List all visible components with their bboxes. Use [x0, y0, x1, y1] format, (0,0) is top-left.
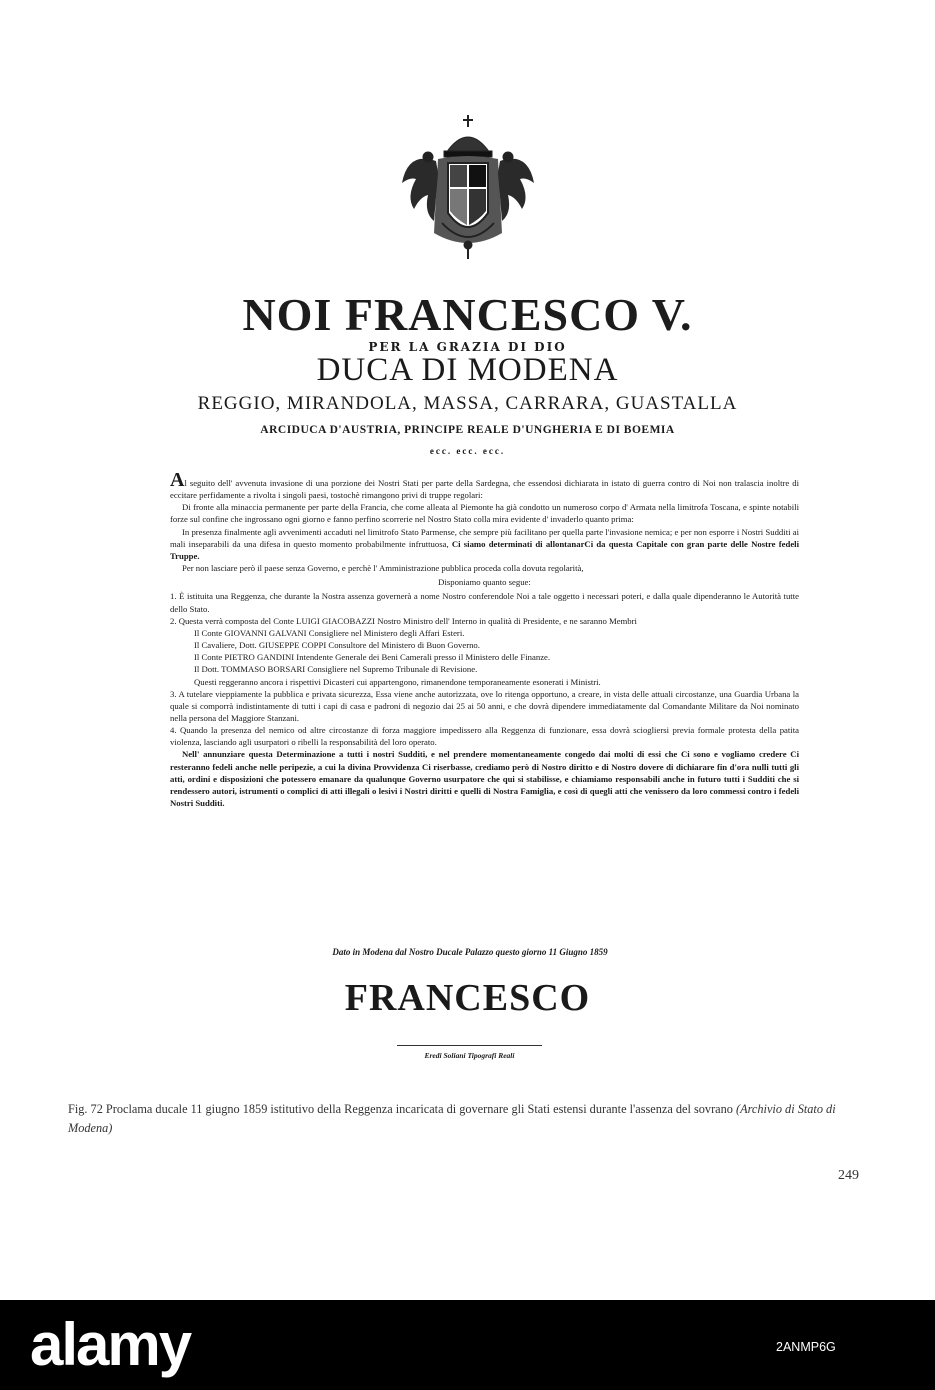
proclamation-body: [170, 469, 800, 809]
caption-text: Fig. 72 Proclama ducale 11 giugno 1859 istitutivo della Reggenza incaricata di governare gli Stati estensi durante l'assenza del sovrano: [68, 1102, 736, 1116]
grace-of-god-line: PER LA GRAZIA DI DIO: [368, 340, 567, 354]
departure-statement: Ci siamo determinati di allontanarCi da questa Capitale con gran parte delle Nostre fedeli Truppe.: [170, 538, 800, 561]
ducal-coat-of-arms-icon: [398, 113, 538, 263]
signature: FRANCESCO: [344, 977, 591, 1019]
regency-member: Il Cavaliere, Dott. GIUSEPPE COPPI Consultore del Ministero di Buon Governo.: [194, 640, 480, 651]
dated-line: Dato in Modena dal Nostro Ducale Palazzo questo giorno 11 Giugno 1859: [332, 947, 608, 957]
decree-heading: Disponiamo quanto segue:: [438, 577, 531, 588]
regency-member: Il Conte GIOVANNI GALVANI Consigliere nel Ministero degli Affari Esteri.: [194, 627, 465, 638]
page-number: 249: [838, 1168, 859, 1183]
paragraph-government: Per non lasciare però il paese senza Governo, e perchè l' Amministrazione pubblica proceda colla dovuta regolarità,: [182, 563, 584, 574]
article-3: 3. A tutelare vieppiamente la pubblica e privata sicurezza, Essa viene anche autorizzata, ove lo ritenga opportuno, a creare, in vista delle attuali circostanze, una Guardia Urbana la quale si comporrà indistintamente di tutti i capi di casa e padroni di negozio dai 25 ai 50 anni, e che dovrà dipendere immediatamente dal Comandante Militare da Noi nominato nella persona del Maggiore Stanzani.: [170, 688, 799, 723]
figure-caption: [68, 1100, 868, 1138]
article-4: 4. Quando la presenza del nemico od altre circostanze di forza maggiore impedissero alla Reggenza di funzionare, essa dovrà sciogliersi previa formale protesta della patita violenza, lasciando agli usurpatori o ribelli la responsabilità del loro operato.: [170, 725, 799, 748]
article-1: 1. È istituita una Reggenza, che durante la Nostra assenza governerà a nome Nostro conferendole Noi a tale oggetto i necessari poteri, e dalla quale dipenderanno le Autorità tutte dello Stato.: [170, 591, 799, 614]
regency-member: Il Dott. TOMMASO BORSARI Consigliere nel Supremo Tribunale di Revisione.: [194, 664, 478, 675]
brand-logo: alamy: [30, 1311, 191, 1378]
divider: [397, 1045, 542, 1046]
paragraph-parma: [170, 526, 799, 562]
article-2: 2. Questa verrà composta del Conte LUIGI GIACOBAZZI Nostro Ministro dell' Interno in qualità di Presidente, e ne saranno Membri: [170, 615, 637, 626]
proclamation-title: NOI FRANCESCO V.: [242, 289, 693, 340]
paragraph-france: Di fronte alla minaccia permanente per parte della Francia, che come alleata al Piemonte ha già condotto un numeroso corpo d' Armata nella limitrofa Toscana, e spinte notabili forze sul confine che ingrossano ogni giorno e fanno perfino scorrerie nel Nostro Stato colla mira evidente d' invaderlo quanto prima:: [170, 502, 799, 525]
archduke-line: ARCIDUCA D'AUSTRIA, PRINCIPE REALE D'UNGHERIA E DI BOEMIA: [260, 424, 675, 436]
duke-title: DUCA DI MODENA: [316, 352, 619, 388]
printer-credit: Eredi Soliani Tipografi Reali: [424, 1051, 515, 1060]
drop-cap: A: [170, 469, 185, 491]
article-2-end: Questi reggeranno ancora i rispettivi Dicasteri cui appartengono, rimanendone temporaneamente esonerati i Ministri.: [194, 676, 601, 687]
etc-line: ecc. ecc. ecc.: [429, 446, 506, 456]
parma-text: In presenza finalmente agli avvenimenti accaduti nel limitrofo Stato Parmense, che sempre più facilitano per quella parte l'invasione nemica; e per non esporre i Nostri Sudditi ai mali inseparabili da una difesa in questo momento probabilmente infruttuosa,: [170, 526, 799, 549]
stock-image-id: 2ANMP6G: [776, 1340, 836, 1354]
closing-paragraph: Nell' annunziare questa Determinazione a tutti i nostri Sudditi, e nel prendere momentaneamente congedo dai molti di essi che Ci sono e vogliamo credere Ci resteranno fedeli anche nelle peripezie, a cui la divina Provvidenza Ci riserbasse, crediamo però di Nostro diritto e di Nostro dovere di dichiarare fin d'ora nulli tutti gli atti, ordini e disposizioni che potessero emanare da qualunque Governo usurpatore che qui si stabilisse, e chiamiamo responsabili anche in futuro tutti i Sudditi che si rendessero autori, istrumenti o complici di atti illegali o lesivi i Nostri diritti e quelli di Nostra Famiglia, e così di quegli atti che venissero da loro commessi contro i fedeli Nostri Sudditi.: [170, 749, 799, 809]
intro-paragraph: [170, 469, 799, 501]
regency-member: Il Conte PIETRO GANDINI Intendente Generale dei Beni Camerali presso il Ministero delle Finanze.: [194, 652, 551, 663]
regions-line: REGGIO, MIRANDOLA, MASSA, CARRARA, GUASTALLA: [197, 393, 738, 414]
intro-text: l seguito dell' avvenuta invasione di una porzione dei Nostri Stati per parte della Sardegna, che essendosi dichiarata in istato di guerra contro di Noi non tralascia inoltre di eccitare perfidamente a rivolta i singoli paesi, tostochè rimangono privi di truppe regolari:: [170, 478, 799, 501]
caption-source: (Archivio di Stato di Modena): [68, 1102, 836, 1135]
